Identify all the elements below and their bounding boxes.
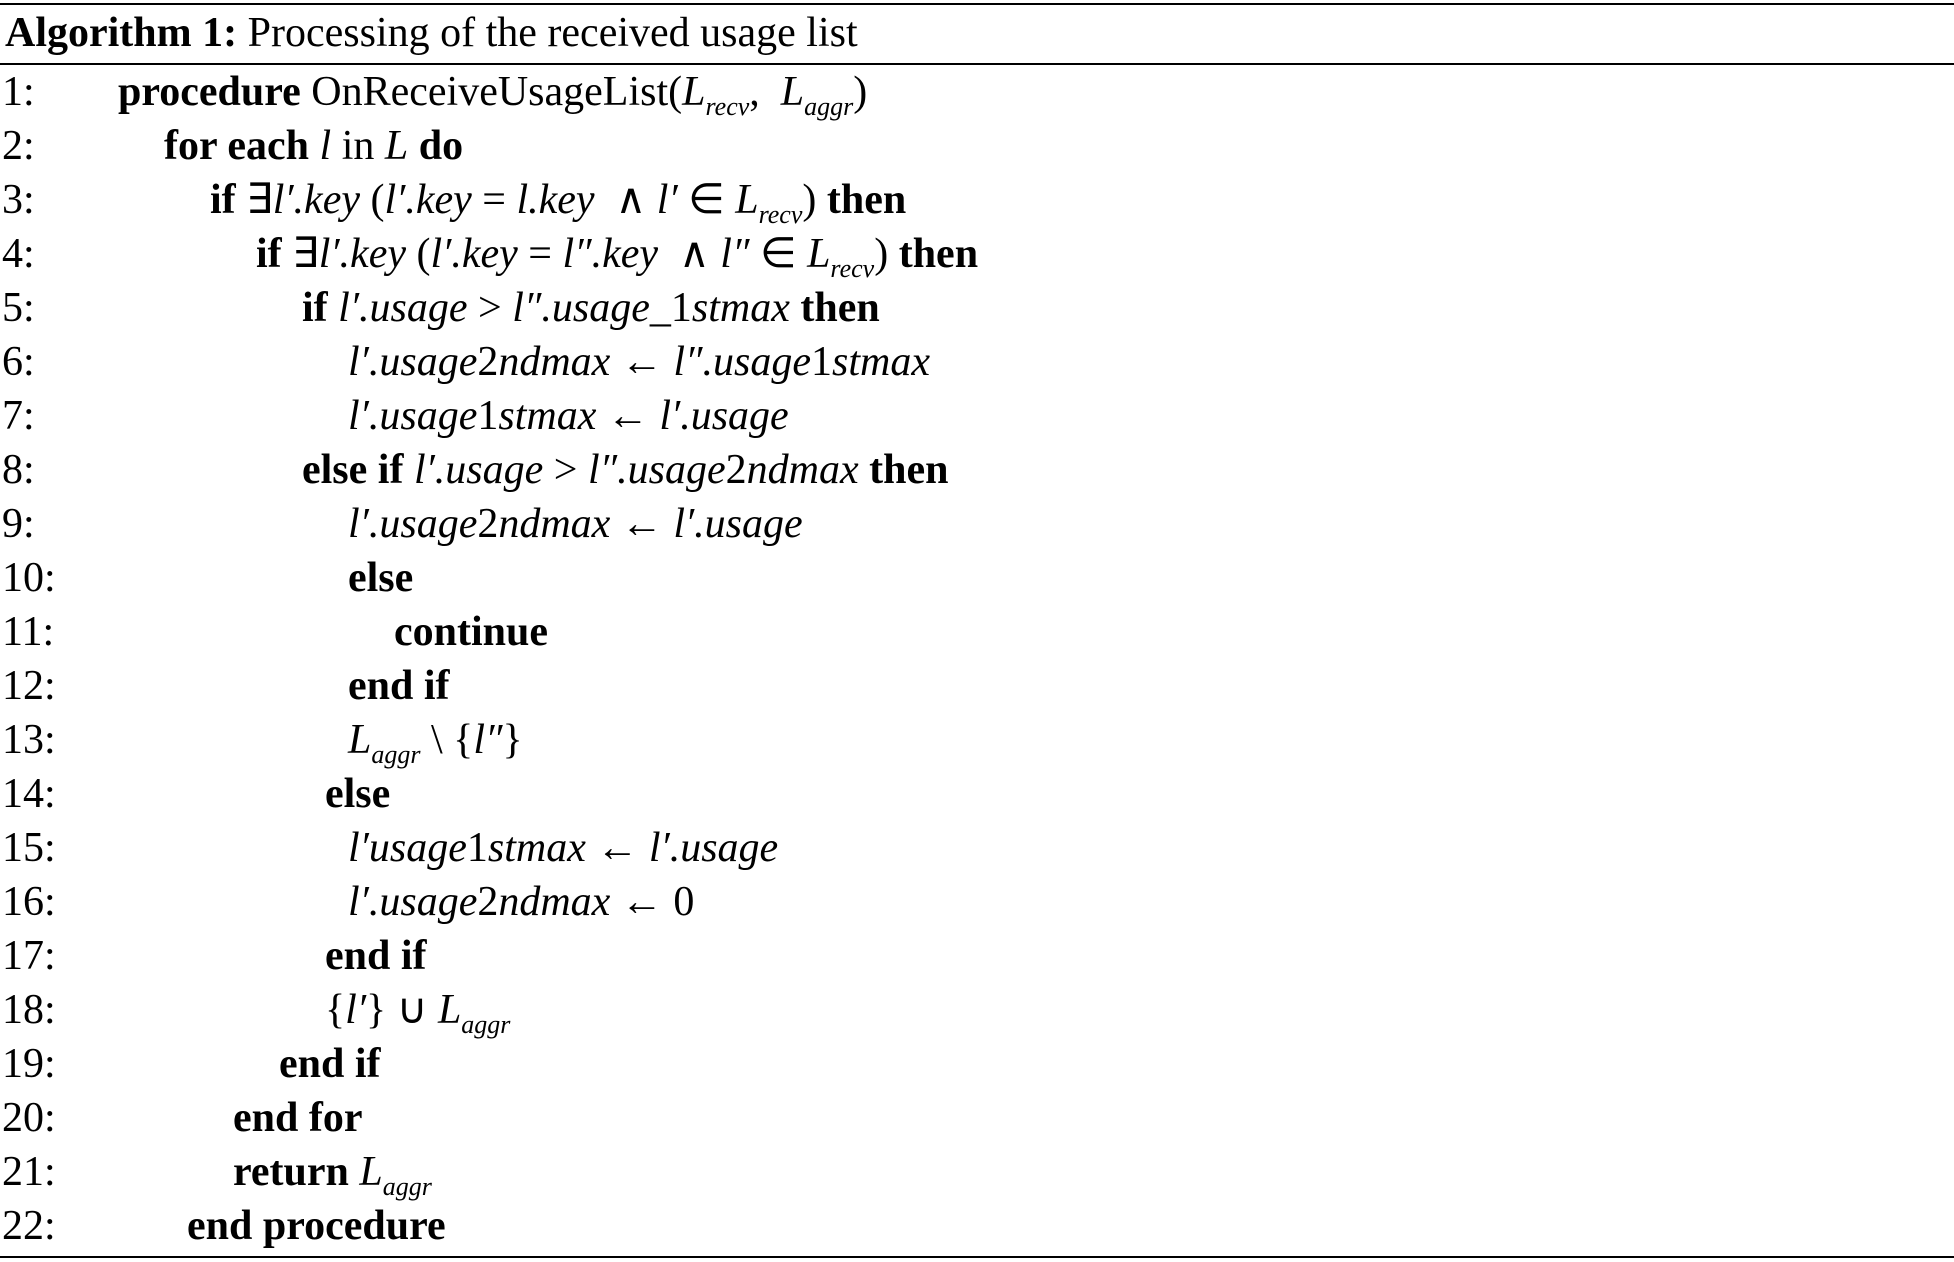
code-token: stmax	[498, 393, 597, 439]
keyword: else if	[302, 447, 414, 493]
code-token: l′.usage	[348, 879, 478, 925]
line-number: 13:	[2, 717, 56, 763]
line-number: 16:	[2, 879, 56, 925]
line-code	[210, 173, 906, 232]
code-token: _1	[649, 285, 692, 331]
code-token: l′.usage	[338, 285, 468, 331]
line-number: 18:	[2, 987, 56, 1033]
keyword: return	[233, 1149, 360, 1195]
code-token: L	[682, 69, 706, 115]
line-code	[279, 1037, 381, 1091]
code-token: l′.key	[318, 231, 406, 277]
subscript: aggr	[371, 740, 421, 769]
code-token: l′.usage	[659, 393, 789, 439]
code-token: L	[359, 1149, 383, 1195]
code-token: L	[780, 69, 805, 115]
code-token: )	[853, 69, 868, 115]
keyword: for each	[164, 123, 320, 169]
code-token: L	[384, 123, 409, 169]
line-code	[302, 443, 948, 497]
code-token: 1	[477, 393, 499, 439]
subscript: recv	[830, 254, 875, 283]
code-token: l′.usage	[348, 393, 478, 439]
code-token: l″	[720, 231, 750, 277]
line-number: 9:	[2, 501, 35, 547]
code-token: >	[543, 447, 588, 493]
code-token: (	[405, 231, 431, 277]
line-code	[348, 335, 930, 389]
line-code	[348, 659, 450, 713]
keyword: end if	[348, 663, 450, 709]
line-number: 22:	[2, 1203, 56, 1249]
line-number: 1:	[2, 69, 35, 115]
line-number: 20:	[2, 1095, 56, 1141]
caption-text: Processing of the received usage list	[247, 10, 858, 56]
code-token: }	[502, 717, 523, 763]
line-code	[325, 929, 427, 983]
code-token: ∃	[292, 231, 319, 277]
subscript: recv	[758, 200, 803, 229]
code-token: ∧	[658, 231, 721, 277]
code-token: in	[331, 123, 385, 169]
code-token: l	[319, 123, 332, 169]
code-token: =	[517, 231, 563, 277]
keyword: do	[408, 123, 464, 169]
code-token: (	[359, 177, 385, 223]
line-number: 10:	[2, 555, 56, 601]
line-code	[394, 605, 548, 659]
code-token: 1	[810, 339, 832, 385]
line-number: 5:	[2, 285, 35, 331]
code-token: l′.key	[272, 177, 360, 223]
keyword: end if	[279, 1041, 381, 1087]
bottom-rule	[0, 1256, 1954, 1258]
code-token: >	[467, 285, 513, 331]
code-token: ← 0	[610, 879, 695, 925]
caption-label: Algorithm 1:	[5, 10, 238, 56]
line-number: 4:	[2, 231, 35, 277]
line-code	[348, 389, 789, 443]
code-token: l″.key	[562, 231, 659, 277]
keyword: then	[858, 447, 949, 493]
line-code	[256, 227, 978, 286]
code-token: ∧	[594, 177, 657, 223]
keyword: if	[256, 231, 293, 277]
code-token: l′	[656, 177, 678, 223]
keyword: if	[210, 177, 247, 223]
code-token: } ∪	[366, 987, 438, 1033]
line-code	[325, 767, 390, 821]
line-code	[348, 551, 413, 605]
keyword: then	[898, 231, 979, 277]
code-token: stmax	[691, 285, 790, 331]
line-code	[348, 497, 803, 551]
code-token: l′.usage	[673, 501, 803, 547]
code-token: L	[437, 987, 462, 1033]
line-number: 14:	[2, 771, 56, 817]
code-token: 2	[477, 879, 499, 925]
keyword: end procedure	[187, 1203, 446, 1249]
line-code	[348, 713, 523, 772]
line-number: 8:	[2, 447, 35, 493]
code-token: ←	[585, 825, 649, 871]
line-code	[302, 281, 880, 335]
subscript: aggr	[382, 1172, 432, 1201]
code-token: l′.usage	[413, 447, 544, 493]
code-token: l′usage	[348, 825, 467, 871]
code-token: ndmax	[746, 447, 859, 493]
line-code	[325, 983, 510, 1042]
code-token: )	[802, 177, 827, 223]
algorithm-caption	[5, 5, 858, 61]
subscript: recv	[705, 92, 750, 121]
code-token: ndmax	[498, 879, 611, 925]
code-token: ∃	[246, 177, 273, 223]
keyword: else	[348, 555, 414, 601]
code-token: OnReceiveUsageList(	[300, 69, 683, 115]
code-token: \ {	[420, 717, 474, 763]
code-token: l′.key	[384, 177, 472, 223]
subscript: aggr	[804, 92, 854, 121]
line-code	[118, 65, 867, 124]
code-token: ∈	[749, 231, 808, 277]
line-number: 19:	[2, 1041, 56, 1087]
keyword: end for	[233, 1095, 363, 1141]
code-token: l″	[473, 717, 503, 763]
code-token: ←	[610, 501, 674, 547]
code-token: 2	[725, 447, 747, 493]
code-token: stmax	[487, 825, 586, 871]
keyword: else	[325, 771, 391, 817]
code-token: )	[874, 231, 899, 277]
code-token: 2	[477, 339, 499, 385]
keyword: continue	[394, 609, 549, 655]
code-token: l′.usage	[348, 339, 478, 385]
code-token: ←	[610, 339, 674, 385]
code-token: l′	[345, 987, 367, 1033]
line-code	[187, 1199, 446, 1253]
code-token: L	[735, 177, 759, 223]
line-code	[348, 875, 694, 929]
line-number: 15:	[2, 825, 56, 871]
keyword: then	[826, 177, 907, 223]
code-token: l″.usage	[587, 447, 726, 493]
code-token: 2	[477, 501, 499, 547]
keyword: if	[302, 285, 339, 331]
code-token: ndmax	[498, 339, 611, 385]
line-number: 2:	[2, 123, 35, 169]
keyword: end if	[325, 933, 427, 979]
line-number: 17:	[2, 933, 56, 979]
code-token: L	[807, 231, 831, 277]
code-token: L	[348, 717, 372, 763]
code-token: l″.usage	[512, 285, 650, 331]
line-number: 3:	[2, 177, 35, 223]
code-token: stmax	[831, 339, 930, 385]
keyword: procedure	[118, 69, 301, 115]
line-number: 6:	[2, 339, 35, 385]
code-token: 1	[466, 825, 488, 871]
line-number: 7:	[2, 393, 35, 439]
code-token: =	[471, 177, 517, 223]
code-token: l′.usage	[648, 825, 779, 871]
keyword: then	[789, 285, 880, 331]
line-code	[233, 1091, 363, 1145]
subscript: aggr	[461, 1010, 511, 1039]
line-code	[164, 119, 463, 173]
code-token: l.key	[516, 177, 595, 223]
line-code	[348, 821, 778, 875]
line-number: 11:	[2, 609, 55, 655]
code-token: ←	[596, 393, 660, 439]
code-token: l′.key	[430, 231, 518, 277]
code-token: ndmax	[498, 501, 611, 547]
code-token: {	[325, 987, 346, 1033]
code-token: l″.usage	[673, 339, 811, 385]
line-number: 12:	[2, 663, 56, 709]
code-token: l′.usage	[348, 501, 478, 547]
code-token: ∈	[677, 177, 736, 223]
code-token: ,	[749, 69, 781, 115]
line-code	[233, 1145, 432, 1204]
line-number: 21:	[2, 1149, 56, 1195]
